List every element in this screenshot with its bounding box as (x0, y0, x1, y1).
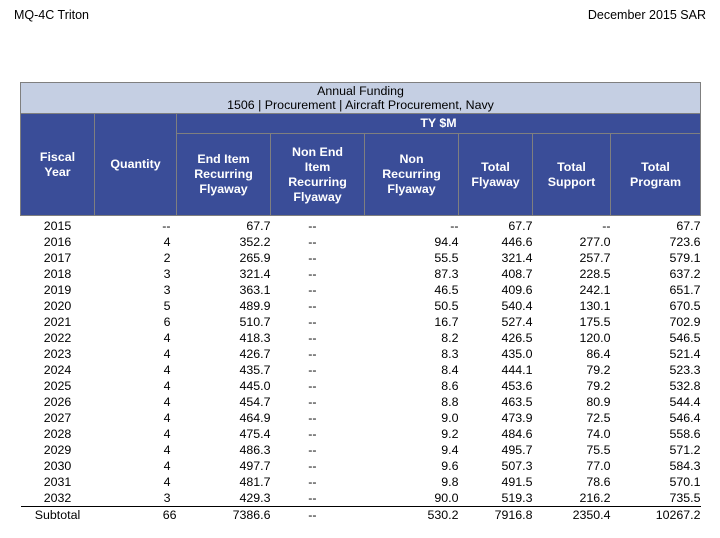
col-header-total-program: Total Program (611, 134, 701, 216)
cell-year: 2025 (43, 379, 72, 393)
cell-year: 2020 (43, 299, 72, 313)
cell-program: 546.5 (669, 331, 701, 345)
cell-qty: 4 (163, 427, 171, 441)
cell-non-rec: 55.5 (434, 251, 459, 265)
cell-non-rec: 16.7 (434, 315, 459, 329)
cell-flyaway: 491.5 (501, 475, 533, 489)
table-row (21, 282, 701, 298)
cell-end-item: 475.4 (239, 427, 271, 441)
cell-end-item: 426.7 (239, 347, 271, 361)
cell-support: 77.0 (586, 459, 611, 473)
cell-qty: 4 (163, 411, 171, 425)
cell-end-item: 321.4 (239, 267, 271, 281)
cell-non-end: -- (308, 459, 317, 473)
cell-flyaway: 473.9 (501, 411, 533, 425)
cell-flyaway: 484.6 (501, 427, 533, 441)
cell-year: 2019 (43, 283, 72, 297)
cell-non-end: -- (308, 235, 317, 249)
cell-support: 75.5 (586, 443, 611, 457)
cell-flyaway: 527.4 (501, 315, 533, 329)
cell-year: 2029 (43, 443, 72, 457)
cell-flyaway: 408.7 (501, 267, 533, 281)
cell-qty: 4 (163, 459, 171, 473)
table-row (21, 362, 701, 378)
cell-program: 521.4 (669, 347, 701, 361)
cell-year: 2021 (43, 315, 72, 329)
cell-year: 2018 (43, 267, 72, 281)
cell-non-rec: 87.3 (434, 267, 459, 281)
cell-qty: 4 (163, 363, 171, 377)
cell-qty: 4 (163, 235, 171, 249)
col-header-total-support: Total Support (533, 134, 611, 216)
table-row (21, 298, 701, 314)
cell-support: 175.5 (579, 315, 611, 329)
cell-program: 723.6 (669, 235, 701, 249)
cell-support: 277.0 (579, 235, 611, 249)
cell-year: 2026 (43, 395, 72, 409)
cell-year: 2015 (43, 219, 72, 233)
cell-non-rec: 94.4 (434, 235, 459, 249)
cell-flyaway: 540.4 (501, 299, 533, 313)
cell-non-end: -- (308, 379, 317, 393)
cell-end-item: 486.3 (239, 443, 271, 457)
cell-program: 544.4 (669, 395, 701, 409)
col-header-end-item: End Item Recurring Flyaway (177, 134, 271, 216)
cell-flyaway: 463.5 (501, 395, 533, 409)
subtotal-support: 2350.4 (533, 507, 611, 525)
cell-support: 80.9 (586, 395, 611, 409)
cell-non-rec: 8.6 (441, 379, 459, 393)
table-row (21, 330, 701, 346)
cell-qty: 2 (163, 251, 171, 265)
cell-non-rec: 8.2 (441, 331, 459, 345)
cell-qty: 4 (163, 395, 171, 409)
cell-end-item: 435.7 (239, 363, 271, 377)
cell-non-end: -- (308, 395, 317, 409)
cell-qty: 6 (163, 315, 171, 329)
cell-non-end: -- (308, 283, 317, 297)
cell-flyaway: 495.7 (501, 443, 533, 457)
cell-end-item: 429.3 (239, 491, 271, 505)
cell-year: 2028 (43, 427, 72, 441)
cell-non-rec: 8.8 (441, 395, 459, 409)
table-row (21, 234, 701, 250)
table-row (21, 378, 701, 394)
subtotal-end-item: 7386.6 (177, 507, 271, 525)
cell-qty: 4 (163, 475, 171, 489)
cell-support: 228.5 (579, 267, 611, 281)
cell-flyaway: 507.3 (501, 459, 533, 473)
cell-program: 532.8 (669, 379, 701, 393)
subtotal-label: Subtotal (21, 507, 95, 525)
cell-program: 579.1 (669, 251, 701, 265)
cell-non-rec: 46.5 (434, 283, 459, 297)
table-row (21, 250, 701, 266)
col-header-total-flyaway: Total Flyaway (459, 134, 533, 216)
cell-flyaway: 435.0 (501, 347, 533, 361)
table-title (21, 83, 701, 114)
cell-program: 570.1 (669, 475, 701, 489)
subtotal-non-rec: 530.2 (365, 507, 459, 525)
cell-support: 257.7 (579, 251, 611, 265)
cell-non-end: -- (308, 267, 317, 281)
cell-end-item: 265.9 (239, 251, 271, 265)
cell-program: 584.3 (669, 459, 701, 473)
cell-non-rec: 9.6 (441, 459, 459, 473)
cell-end-item: 418.3 (239, 331, 271, 345)
cell-year: 2031 (43, 475, 72, 489)
table-row (21, 346, 701, 362)
col-header-quantity: Quantity (95, 114, 177, 216)
table-row (21, 410, 701, 426)
subtotal-qty: 66 (95, 507, 177, 525)
cell-non-end: -- (308, 315, 317, 329)
cell-program: 651.7 (669, 283, 701, 297)
cell-support: 72.5 (586, 411, 611, 425)
cell-non-rec: 50.5 (434, 299, 459, 313)
cell-support: 130.1 (579, 299, 611, 313)
cell-program: 571.2 (669, 443, 701, 457)
table-row (21, 266, 701, 282)
title-line-2: 1506 | Procurement | Aircraft Procurement, Navy (227, 98, 494, 112)
currency-header: TY $M (177, 114, 701, 134)
cell-non-end: -- (308, 219, 317, 233)
table-row (21, 216, 701, 235)
cell-year: 2016 (43, 235, 72, 249)
cell-qty: 4 (163, 331, 171, 345)
cell-non-rec: 9.4 (441, 443, 459, 457)
cell-program: 670.5 (669, 299, 701, 313)
cell-support: 79.2 (586, 363, 611, 377)
cell-flyaway: 321.4 (501, 251, 533, 265)
cell-support: 78.6 (586, 475, 611, 489)
cell-program: 67.7 (676, 219, 701, 233)
cell-non-rec: 9.0 (441, 411, 459, 425)
subtotal-row (21, 507, 701, 525)
cell-non-end: -- (308, 475, 317, 489)
cell-support: 74.0 (586, 427, 611, 441)
cell-flyaway: 409.6 (501, 283, 533, 297)
cell-qty: 3 (163, 491, 171, 505)
cell-year: 2027 (43, 411, 72, 425)
cell-year: 2023 (43, 347, 72, 361)
subtotal-flyaway: 7916.8 (459, 507, 533, 525)
cell-non-end: -- (308, 427, 317, 441)
col-header-non-recurring: Non Recurring Flyaway (365, 134, 459, 216)
cell-end-item: 464.9 (239, 411, 271, 425)
cell-program: 558.6 (669, 427, 701, 441)
program-name: MQ-4C Triton (14, 8, 90, 22)
cell-qty: 4 (163, 347, 171, 361)
cell-year: 2032 (43, 491, 72, 505)
cell-non-rec: 8.4 (441, 363, 459, 377)
cell-end-item: 67.7 (246, 219, 271, 233)
cell-flyaway: 446.6 (501, 235, 533, 249)
cell-non-end: -- (308, 251, 317, 265)
cell-year: 2024 (43, 363, 72, 377)
cell-program: 735.5 (669, 491, 701, 505)
cell-non-rec: -- (450, 219, 459, 233)
report-date: December 2015 SAR (587, 8, 706, 22)
cell-non-end: -- (308, 331, 317, 345)
cell-flyaway: 67.7 (508, 219, 533, 233)
table-row (21, 458, 701, 474)
table-row (21, 426, 701, 442)
table-row (21, 314, 701, 330)
cell-end-item: 497.7 (239, 459, 271, 473)
table-row (21, 442, 701, 458)
cell-non-end: -- (308, 363, 317, 377)
cell-qty: 4 (163, 443, 171, 457)
cell-year: 2022 (43, 331, 72, 345)
cell-flyaway: 426.5 (501, 331, 533, 345)
cell-non-end: -- (308, 411, 317, 425)
table-row (21, 394, 701, 410)
cell-flyaway: 444.1 (501, 363, 533, 377)
cell-flyaway: 519.3 (501, 491, 533, 505)
cell-end-item: 445.0 (239, 379, 271, 393)
cell-end-item: 363.1 (239, 283, 271, 297)
table-row (21, 474, 701, 490)
cell-end-item: 454.7 (239, 395, 271, 409)
cell-end-item: 352.2 (239, 235, 271, 249)
cell-qty: 3 (163, 267, 171, 281)
cell-program: 523.3 (669, 363, 701, 377)
cell-year: 2017 (43, 251, 72, 265)
title-line-1: Annual Funding (317, 84, 404, 98)
cell-support: 242.1 (579, 283, 611, 297)
cell-qty: 3 (163, 283, 171, 297)
cell-non-end: -- (308, 443, 317, 457)
cell-program: 637.2 (669, 267, 701, 281)
col-header-non-end-item: Non End Item Recurring Flyaway (271, 134, 365, 216)
annual-funding-table (20, 82, 701, 524)
cell-qty: 5 (163, 299, 171, 313)
cell-qty: -- (162, 219, 171, 233)
cell-end-item: 510.7 (239, 315, 271, 329)
cell-support: 86.4 (586, 347, 611, 361)
subtotal-non-end: -- (271, 507, 365, 525)
cell-program: 702.9 (669, 315, 701, 329)
cell-support: 216.2 (579, 491, 611, 505)
cell-year: 2030 (43, 459, 72, 473)
cell-non-rec: 9.2 (441, 427, 459, 441)
cell-non-end: -- (308, 299, 317, 313)
cell-support: -- (602, 219, 611, 233)
cell-flyaway: 453.6 (501, 379, 533, 393)
cell-non-rec: 8.3 (441, 347, 459, 361)
col-header-fiscal-year: Fiscal Year (21, 114, 95, 216)
cell-non-end: -- (308, 347, 317, 361)
cell-program: 546.4 (669, 411, 701, 425)
cell-qty: 4 (163, 379, 171, 393)
subtotal-program: 10267.2 (611, 507, 701, 525)
cell-end-item: 489.9 (239, 299, 271, 313)
cell-non-rec: 90.0 (434, 491, 459, 505)
cell-non-rec: 9.8 (441, 475, 459, 489)
cell-support: 120.0 (579, 331, 611, 345)
table-row (21, 490, 701, 507)
cell-non-end: -- (308, 491, 317, 505)
cell-support: 79.2 (586, 379, 611, 393)
cell-end-item: 481.7 (239, 475, 271, 489)
